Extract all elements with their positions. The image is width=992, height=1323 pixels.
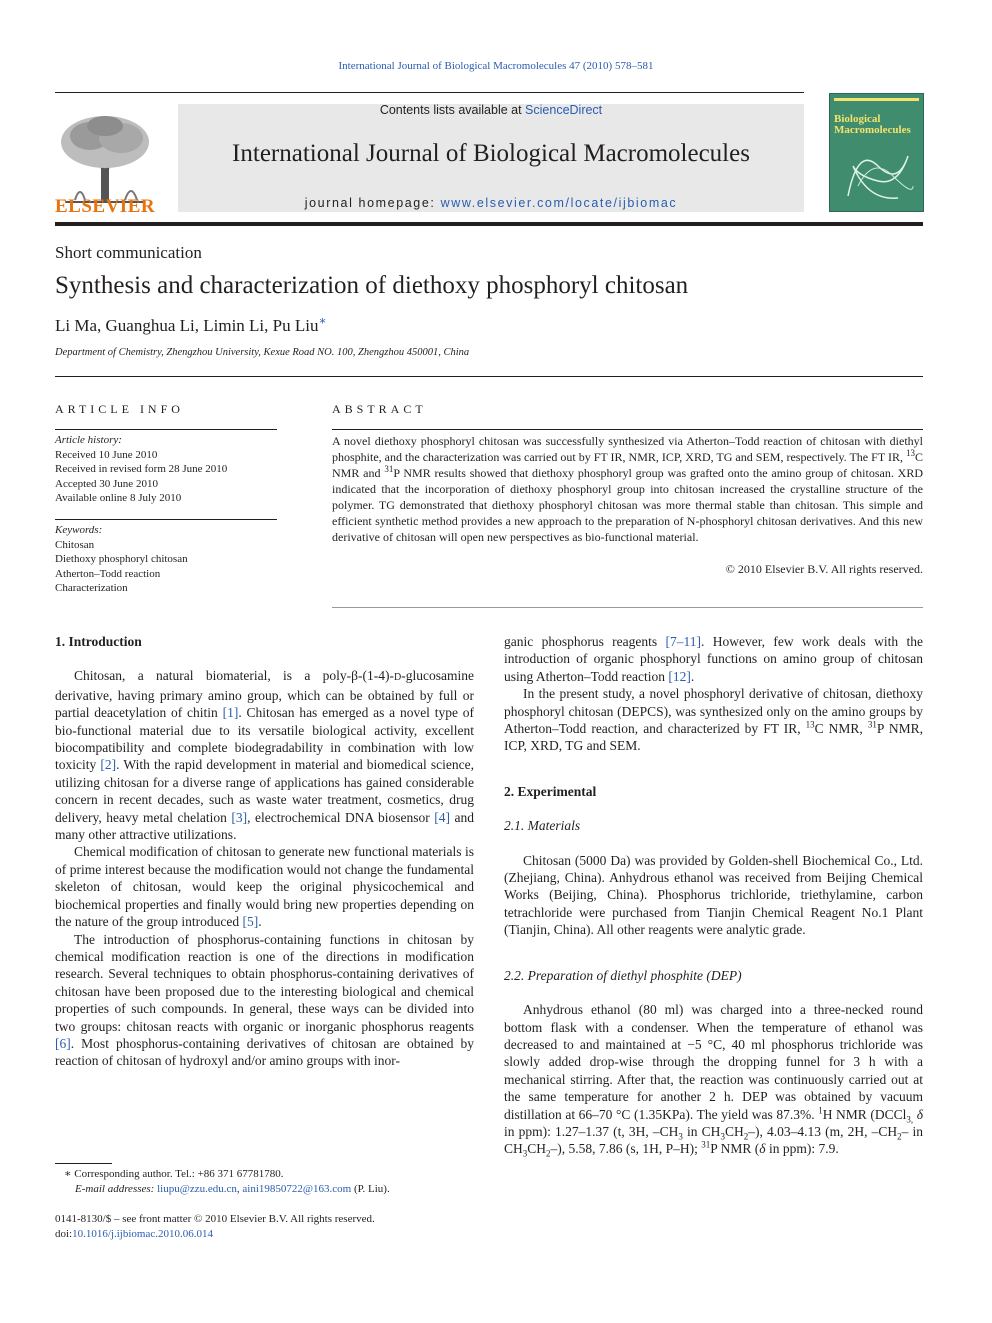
homepage-prefix: journal homepage: (304, 196, 441, 210)
article-title: Synthesis and characterization of diethoxy phosphoryl chitosan (55, 272, 689, 299)
abstract-rule (332, 429, 923, 430)
paragraph: ganic phosphorus reagents [7–11]. However, few work deals with the introduction of organic phosphoryl functions on amino group of chitosan using Atherton–Todd reaction [12]. (504, 634, 923, 684)
article-info-rule (55, 429, 277, 430)
author-list (55, 313, 327, 336)
subsection-heading: 2.2. Preparation of diethyl phosphite (DEP) (504, 967, 742, 983)
contents-prefix: Contents lists available at (379, 103, 526, 117)
article-info-heading: ARTICLE INFO (55, 402, 184, 416)
keyword: Atherton–Todd reaction (55, 567, 161, 580)
history-item: Available online 8 July 2010 (55, 492, 182, 504)
paragraph: Chitosan, a natural biomaterial, is a poly-β-(1-4)-D-glucosamine derivative, having primary amino group, which can be obtained by full or partial deacetylation of chitin [1]. Chitosan has emerged as a novel type of bio-functional material due to its versatile biological activity, excellent biocompatibility and complete biodegradability in combination with low toxicity [2]. With the rapid development in material and biomedical science, utilizing chitosan for a diverse range of applications has gained considerable concern in recent decades, such as waste water treatment, cosmetics, drug delivery, heavy metal chelation [3], electrochemical DNA biosensor [4] and many other attractive utilizations. (55, 668, 475, 843)
history-label: Article history: (55, 434, 122, 446)
protein-structure-icon (838, 136, 918, 208)
authors: Li Ma, Guanghua Li, Limin Li, Pu Liu (55, 316, 319, 335)
footnotes (55, 1167, 475, 1197)
copyright: © 2010 Elsevier B.V. All rights reserved. (725, 562, 923, 576)
keywords-label: Keywords: (55, 524, 103, 536)
history-item: Received 10 June 2010 (55, 448, 158, 461)
cover-title: Biological Macromolecules (834, 113, 911, 136)
email-link-2[interactable]: aini19850722@163.com (242, 1183, 352, 1195)
journal-cover-thumbnail[interactable] (829, 93, 924, 212)
email-suffix: (P. Liu). (351, 1183, 390, 1195)
header-rule (55, 92, 804, 93)
paragraph: Chitosan (5000 Da) was provided by Golden-shell Biochemical Co., Ltd. (Zhejiang, China). Anhydrous ethanol was received from Beijing Chemical Works (Beijing, China). Phosphorus trichloride, triethylamine, carbon tetrachloride were purchased from Tianjin Chemical Reagent No.1 Plant (Tianjin, China). All other reagents were analytic grade. (504, 852, 923, 938)
keyword: Characterization (55, 582, 128, 594)
body-right-column (504, 633, 923, 1158)
doi-link[interactable]: 10.1016/j.ijbiomac.2010.06.014 (72, 1228, 213, 1240)
keyword: Diethoxy phosphoryl chitosan (55, 553, 188, 565)
body-left-column (55, 633, 474, 1070)
subsection-heading: 2.1. Materials (504, 818, 581, 834)
section-heading: 2. Experimental (504, 783, 597, 799)
front-matter (55, 1212, 475, 1242)
contents-line (178, 103, 804, 117)
corresponding-author-mark[interactable]: ∗ (318, 313, 327, 328)
keywords (55, 523, 277, 596)
section-type: Short communication (55, 243, 202, 262)
keyword: Chitosan (55, 538, 95, 551)
issn-line: 0141-8130/$ – see front matter © 2010 Elsevier B.V. All rights reserved. (55, 1213, 375, 1225)
history-item: Received in revised form 28 June 2010 (55, 463, 228, 475)
article-history (55, 433, 277, 506)
paragraph: Chemical modification of chitosan to generate new functional materials is of prime interest because the modification would not change the fundamental skeleton of chitosan, would keep the original physicochemical and biochemical properties and finally would bring new properties depending on the nature of the group introduced [5]. (55, 844, 474, 930)
elsevier-wordmark: ELSEVIER (55, 196, 156, 217)
header-thick-rule (55, 222, 923, 226)
homepage-link[interactable]: www.elsevier.com/locate/ijbiomac (440, 196, 678, 210)
paragraph: In the present study, a novel phosphoryl derivative of chitosan, diethoxy phosphoryl chitosan (DEPCS), was synthesized only on the amino groups by Atherton–Todd reaction, and characterized by FT IR, $^{13}$C NMR, $^{31}$P NMR, ICP, XRD, TG and SEM. (504, 686, 923, 754)
keywords-rule (55, 519, 277, 520)
abstract-text: A novel diethoxy phosphoryl chitosan was successfully synthesized via Atherton–Todd reaction of chitosan with diethyl phosphite, and the characterization was carried out by FT IR, NMR, ICP, XRD, TG and SEM, respectively. The FT IR, $^{13}$C NMR and $^{31}$P NMR results showed that diethoxy phosphoryl group was grafted onto the amino group of chitosan. XRD indicated that the incorporation of diethoxy phosphoryl group into chitosan increased the crystalline structure of the polymer. TG demonstrated that diethoxy phosphoryl chitosan was more thermal stable than chitosan. This simple and efficient synthetic method provides a new approach to the preparation of N-phosphoryl chitosan derivatives. And this new derivative of chitosan will open new perspectives as bio-functional material. (332, 434, 924, 544)
affiliation: Department of Chemistry, Zhengzhou University, Kexue Road NO. 100, Zhengzhou 450001, China (55, 347, 470, 358)
journal-citation[interactable]: International Journal of Biological Macromolecules 47 (2010) 578–581 (338, 60, 654, 72)
abstract-bottom-rule (332, 607, 923, 608)
footnote-rule (55, 1163, 112, 1164)
doi-line (55, 1227, 475, 1242)
cover-stripe (834, 98, 919, 101)
corresponding-author-note: ∗ Corresponding author. Tel.: +86 371 67781780. (64, 1168, 284, 1180)
email-link-1[interactable]: liupu@zzu.edu.cn (157, 1183, 237, 1195)
journal-name: International Journal of Biological Macromolecules (232, 140, 750, 167)
section-heading: 1. Introduction (55, 634, 142, 649)
sciencedirect-link[interactable]: ScienceDirect (525, 103, 603, 117)
paragraph: The introduction of phosphorus-containing functions in chitosan by chemical modification reaction is one of the directions in modification research. Several techniques to obtain phosphorus-containing derivatives of chitosan have been proposed due to the interesting biological and chemical properties of such compounds. In general, these ways can be divided into two groups: chitosan reacts with organic or inorganic phosphorus reagents [6]. Most phosphorus-containing derivatives of chitosan are obtained by reaction of chitosan of hydroxyl and/or amino groups with inor- (55, 931, 474, 1069)
affiliation-rule (55, 376, 923, 377)
email-note: E-mail addresses: liupu@zzu.edu.cn, aini19850722@163.com (P. Liu). (75, 1183, 390, 1195)
abstract-heading: ABSTRACT (332, 402, 427, 416)
history-item: Accepted 30 June 2010 (55, 477, 158, 490)
email-label: E-mail addresses: (75, 1183, 158, 1195)
paragraph: Anhydrous ethanol (80 ml) was charged into a three-necked round bottom flask with a condenser. When the temperature of ethanol was decreased to and maintained at −5 °C, 40 ml phosphorus trichloride was slowly added drop-wise through the dropping funnel for 3 h with a mechanical stirring. After that, the reaction was continuously carried out at the same temperature for another 2 h. DEP was obtained by vacuum distillation at 66–70 °C (1.35KPa). The yield was 87.3%. $^1$H NMR (DCCl$_{3,}$ δ in ppm): 1.27–1.37 (t, 3H, $-CH_3$ in $CH_3CH_2-$), 4.03–4.13 (m, 2H, $-CH_2-$ in $CH_3CH_2-$), 5.58, 7.86 (s, 1H, P–H); $^{31}$P NMR (δ in ppm): 7.9. (504, 1002, 924, 1160)
journal-homepage (178, 196, 804, 210)
doi-label: doi: (55, 1228, 73, 1240)
